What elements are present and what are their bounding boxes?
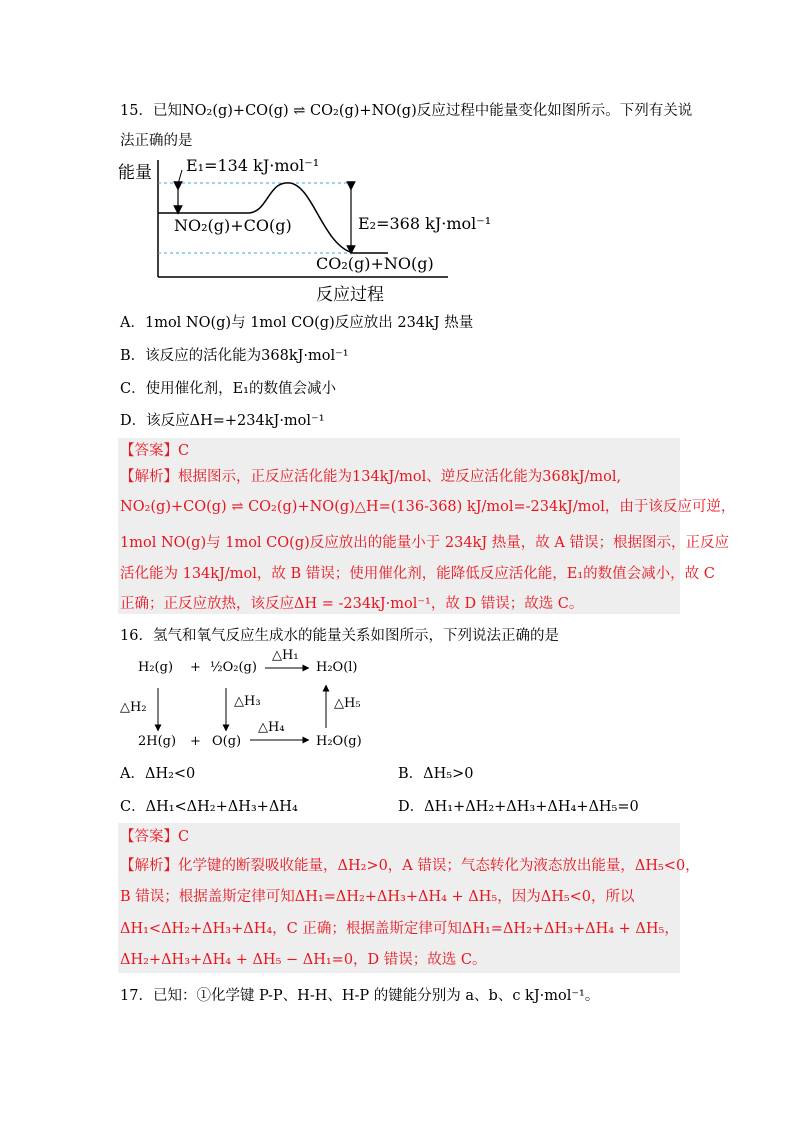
dh2-label: △H₂: [120, 700, 147, 715]
q15-analysis-line5: 正确；正反应放热，该反应ΔH = -234kJ·mol⁻¹，故 D 错误；故选 C。: [120, 596, 584, 612]
dh3-label: △H₃: [234, 694, 261, 709]
q15-answer: 【答案】C: [120, 443, 190, 459]
q15-answer-block: [118, 438, 680, 614]
q15-stem-line1: 15．已知NO₂(g)+CO(g) ⇌ CO₂(g)+NO(g)反应过程中能量变化如图所示。下列有关说: [120, 103, 693, 119]
q16-analysis-line1: 【解析】化学键的断裂吸收能量，ΔH₂>0，A 错误；气态转化为液态放出能量，ΔH₅<0，: [120, 858, 700, 874]
product-label: CO₂(g)+NO(g): [316, 254, 434, 273]
q16-option-d: D．ΔH₁+ΔH₂+ΔH₃+ΔH₄+ΔH₅=0: [398, 799, 639, 815]
q15-option-a: A．1mol NO(g)与 1mol CO(g)反应放出 234kJ 热量: [120, 315, 474, 331]
q16-analysis-line2: B 错误；根据盖斯定律可知ΔH₁=ΔH₂+ΔH₃+ΔH₄ + ΔH₅，因为ΔH₅<0，所以: [120, 889, 635, 905]
q17-stem: 17．已知：①化学键 P-P、H-H、H-P 的键能分别为 a、b、c kJ·mol⁻¹。: [120, 988, 600, 1004]
plus-sign-1: +: [190, 660, 201, 675]
dh4-label: △H₄: [258, 720, 285, 735]
h2-gas: H₂(g): [138, 660, 174, 675]
e1-label: E₁=134 kJ·mol⁻¹: [186, 156, 320, 175]
q15-analysis-line2: NO₂(g)+CO(g) ⇌ CO₂(g)+NO(g)△H=(136-368) kJ/mol=-234kJ/mol，由于该反应可逆，: [120, 499, 736, 515]
q16-answer: 【答案】C: [120, 829, 190, 845]
q15-analysis-line3: 1mol NO(g)与 1mol CO(g)反应放出的能量小于 234kJ 热量，故 A 错误；根据图示，正反应: [120, 535, 729, 551]
energy-diagram: [118, 150, 498, 305]
q15-option-b: B．该反应的活化能为368kJ·mol⁻¹: [120, 348, 349, 364]
q15-option-c: C．使用催化剂，E₁的数值会减小: [120, 381, 336, 397]
q15-analysis-line1: 【解析】根据图示，正反应活化能为134kJ/mol、逆反应活化能为368kJ/mol,: [120, 469, 622, 485]
plus-sign-2: +: [190, 734, 201, 749]
q16-stem: 16．氢气和氧气反应生成水的能量关系如图所示，下列说法正确的是: [120, 628, 559, 644]
q16-option-a: A．ΔH₂<0: [120, 766, 196, 782]
x-axis-label: 反应过程: [316, 285, 384, 305]
reactant-label: NO₂(g)+CO(g): [174, 216, 292, 235]
dh5-label: △H₅: [334, 696, 361, 711]
dh1-label: △H₁: [272, 648, 299, 663]
h2o-liquid: H₂O(l): [316, 660, 358, 675]
two-h-gas: 2H(g): [138, 734, 177, 749]
q16-analysis-line3: ΔH₁<ΔH₂+ΔH₃+ΔH₄，C 正确；根据盖斯定律可知ΔH₁=ΔH₂+ΔH₃+ΔH₄ + ΔH₅，: [120, 921, 679, 937]
q15-stem-line2: 法正确的是: [120, 133, 193, 149]
e1-pointer: [178, 170, 182, 184]
hess-scheme: [120, 648, 390, 758]
q16-option-b: B．ΔH₅>0: [398, 766, 474, 782]
q16-option-c: C．ΔH₁<ΔH₂+ΔH₃+ΔH₄: [120, 799, 298, 815]
q15-analysis-line4: 活化能为 134kJ/mol，故 B 错误；使用催化剂，能降低反应活化能，E₁的数值会减小，故 C: [120, 566, 715, 582]
e2-label: E₂=368 kJ·mol⁻¹: [358, 214, 492, 233]
o-gas: O(g): [212, 734, 242, 749]
h2o-gas: H₂O(g): [316, 734, 362, 749]
q15-option-d: D．该反应ΔH=+234kJ·mol⁻¹: [120, 413, 325, 429]
q16-analysis-line4: ΔH₂+ΔH₃+ΔH₄ + ΔH₅ − ΔH₁=0，D 错误；故选 C。: [120, 952, 487, 968]
half-o2-gas: ½O₂(g): [210, 660, 257, 675]
y-axis-label: 能量: [118, 163, 152, 183]
